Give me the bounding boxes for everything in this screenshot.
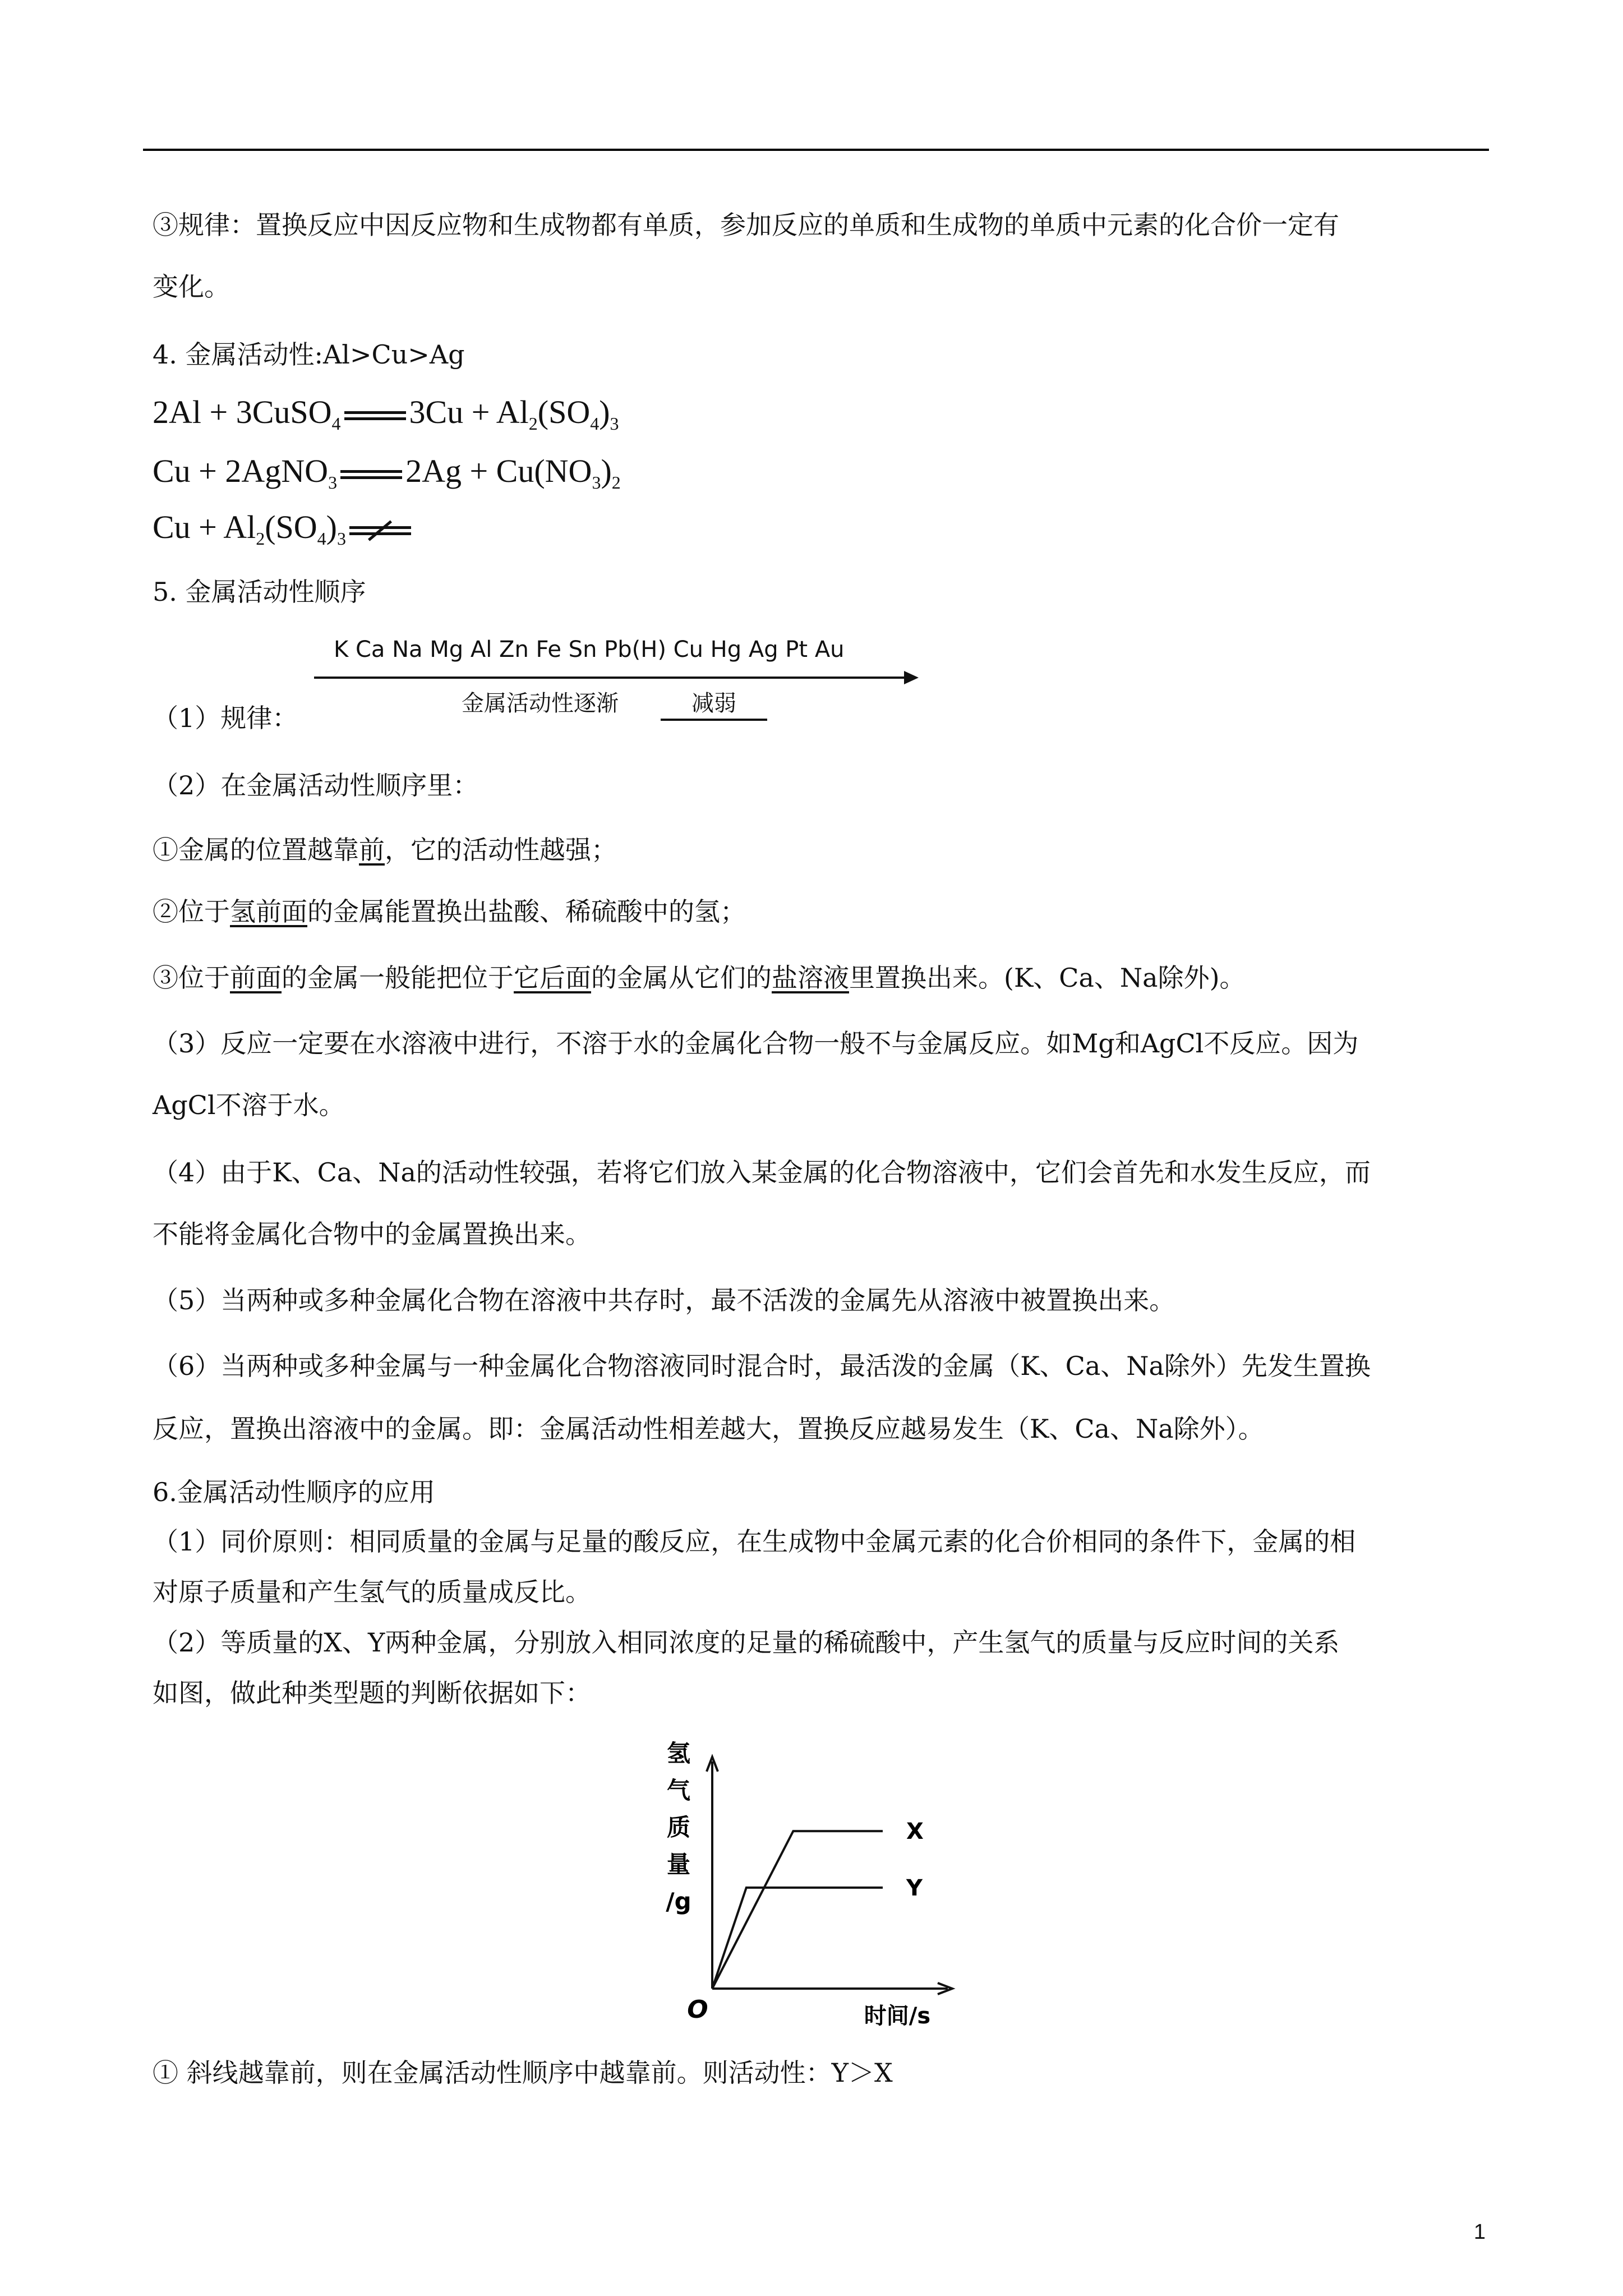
arrow-right-icon [904, 671, 919, 684]
arrow-line [314, 677, 909, 679]
page-number: 1 [1473, 2220, 1486, 2244]
text-line: 不能将金属化合物中的金属置换出来。 [153, 1219, 591, 1249]
text-line: ①金属的位置越靠前，它的活动性越强； [153, 835, 617, 865]
section-heading: 6.金属活动性顺序的应用 [153, 1477, 435, 1507]
y-axis-label-char: 气 [666, 1777, 691, 1804]
equation-3: $Cu + Al_2(SO_4)_3$ [153, 508, 414, 558]
text-line: （2）等质量的X、Y两种金属，分别放入相同浓度的足量的稀硫酸中，产生氢气的质量与反应时间的关系 [153, 1627, 1340, 1658]
y-axis-label-char: 氢 [666, 1740, 691, 1767]
text-line: （3）反应一定要在水溶液中进行，不溶于水的金属化合物一般不与金属反应。如Mg和AgCl不反应。因为 [153, 1028, 1359, 1059]
equation-1: 2Al + 3CuSO$_4$ $3Cu + Al_2(SO_4)_3$ [153, 394, 619, 434]
activity-series-caption: 金属活动性逐渐 [462, 691, 619, 716]
text-line: AgCl不溶于水。 [153, 1090, 345, 1120]
x-axis-label: 时间/s [864, 2003, 931, 2029]
text-line: ②位于氢前面的金属能置换出盐酸、稀硫酸中的氢； [153, 896, 746, 927]
text-line: 如图，做此种类型题的判断依据如下： [153, 1678, 591, 1708]
series-label-x: X [906, 1819, 924, 1845]
series-label-y: Y [906, 1875, 923, 1901]
y-axis-label-char: 量 [666, 1851, 691, 1878]
text-line: （1）规律： [153, 703, 298, 733]
text-line: （5）当两种或多种金属化合物在溶液中共存时，最不活泼的金属先从溶液中被置换出来。 [153, 1285, 1175, 1315]
text-line: （6）当两种或多种金属与一种金属化合物溶液同时混合时，最活泼的金属（K、Ca、Na除外）先发生置换 [153, 1351, 1371, 1381]
equals-sign [340, 469, 402, 480]
text-line: （1）同价原则：相同质量的金属与足量的酸反应，在生成物中金属元素的化合价相同的条件下，金属的相 [153, 1526, 1356, 1557]
text-line: 反应，置换出溶液中的金属。即：金属活动性相差越大，置换反应越易发生（K、Ca、Na除外）。 [153, 1414, 1264, 1444]
fill-blank-answer: 减弱 [661, 685, 767, 721]
header-rule [143, 149, 1489, 151]
text-line: ③位于前面的金属一般能把位于它后面的金属从它们的盐溶液里置换出来。(K、Ca、Na除外)。 [153, 963, 1246, 993]
activity-series-metals: K Ca Na Mg Al Zn Fe Sn Pb(H) Cu Hg Ag Pt Au [334, 637, 845, 662]
text-line: （4）由于K、Ca、Na的活动性较强，若将它们放入某金属的化合物溶液中，它们会首先和水发生反应，而 [153, 1157, 1371, 1188]
section-heading: 5. 金属活动性顺序 [153, 577, 366, 607]
origin-label: O [687, 1995, 708, 2024]
text-line: （2）在金属活动性顺序里： [153, 770, 479, 800]
not-equals-sign [349, 525, 411, 536]
y-axis-label-char: /g [666, 1888, 691, 1915]
text-line: 对原子质量和产生氢气的质量成反比。 [153, 1577, 591, 1607]
y-axis-label-char: 质 [666, 1814, 691, 1841]
text-line: ① 斜线越靠前，则在金属活动性顺序中越靠前。则活动性：Y＞X [153, 2058, 893, 2088]
text-line: ③规律：置换反应中因反应物和生成物都有单质，参加反应的单质和生成物的单质中元素的化合价一定有 [153, 210, 1339, 240]
hydrogen-mass-chart [645, 1728, 981, 2042]
text-line: 变化。 [153, 272, 230, 302]
section-heading: 4. 金属活动性:Al>Cu>Ag [153, 339, 465, 370]
equation-2: Cu + 2AgNO$_3$ $2Ag + Cu(NO_3)_2$ [153, 453, 621, 493]
equals-sign [344, 410, 406, 421]
